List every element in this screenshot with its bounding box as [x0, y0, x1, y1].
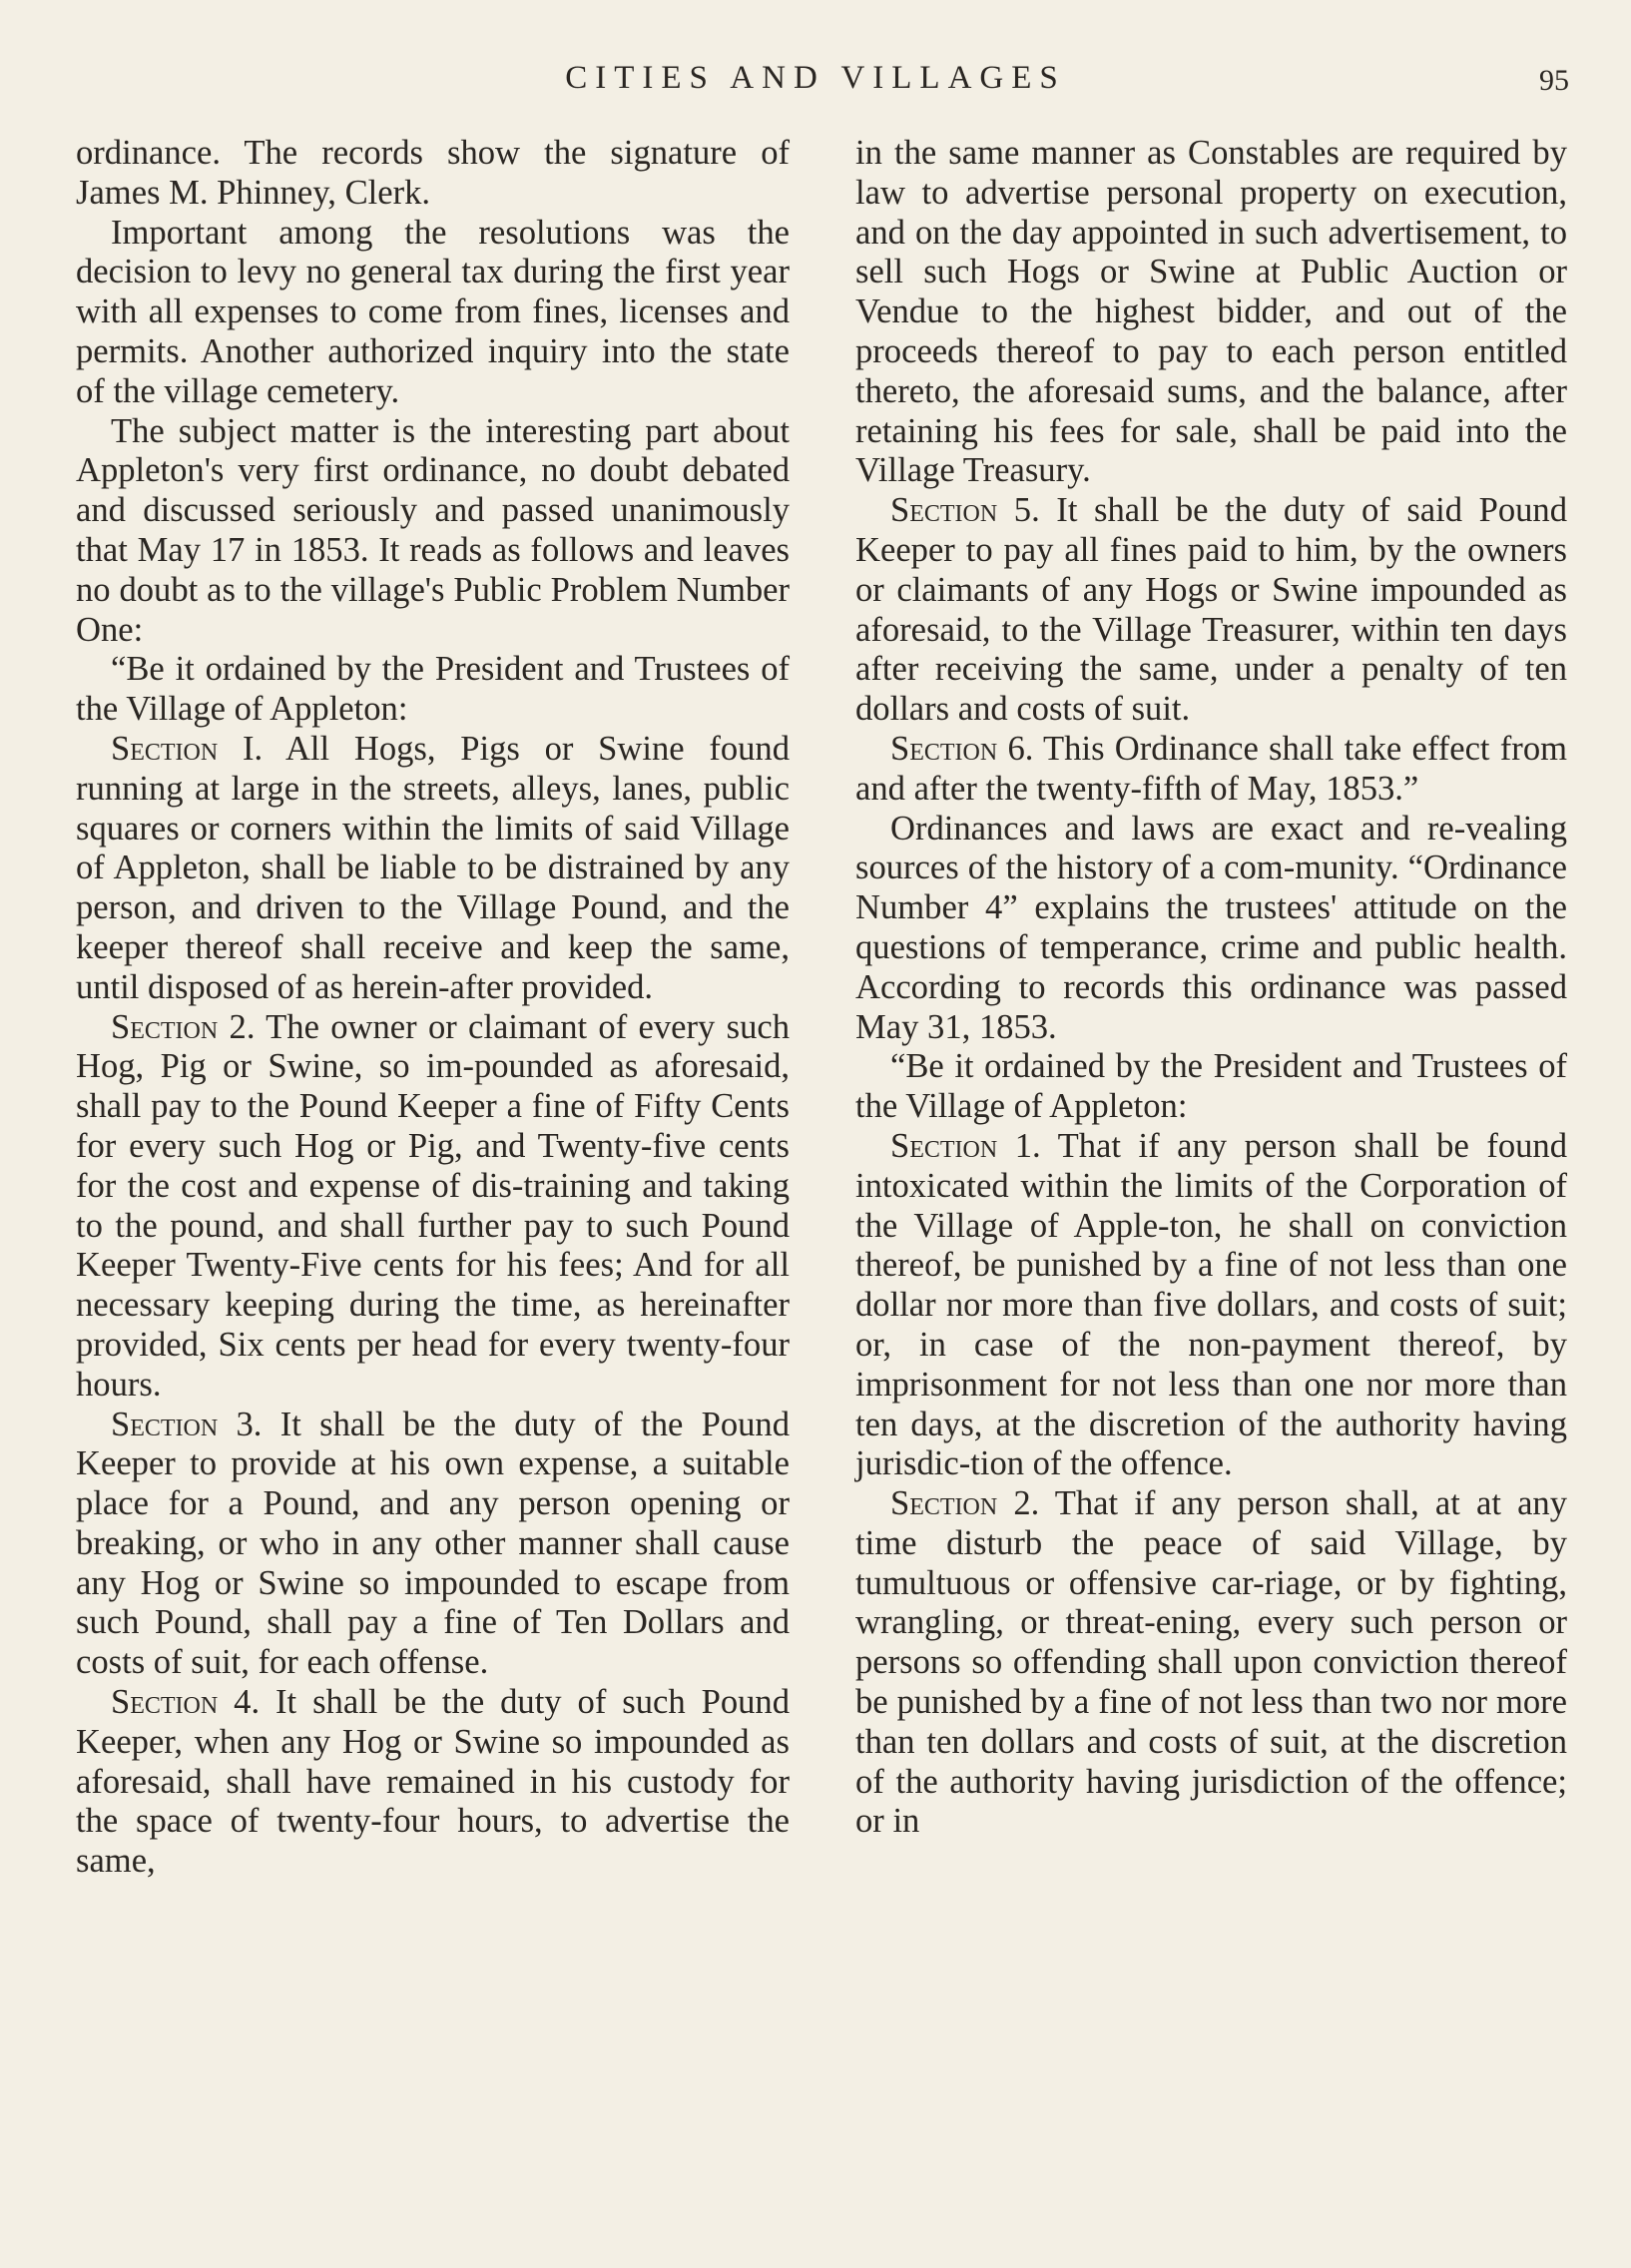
section-text: It shall be the duty of such Pound Keeper, when any Hog or Swine so impounded as aforesaid, shall have remained in his custody for the space of twenty-four hours, to advertise the same,	[76, 1683, 790, 1881]
section-label: Section 3.	[111, 1405, 263, 1443]
ordinance-section	[76, 730, 790, 1008]
ordinance-section	[855, 730, 1567, 810]
running-head: CITIES AND VILLAGES	[565, 60, 1066, 96]
ordinance-section	[76, 1683, 790, 1882]
ordinance-section	[76, 1008, 790, 1406]
section-label: Section 6.	[890, 729, 1034, 768]
section-text: This Ordinance shall take effect from and after the twenty-fifth of May, 1853.”	[855, 729, 1568, 808]
section-label: Section 2.	[890, 1484, 1040, 1523]
left-column	[76, 134, 790, 1882]
paragraph: in the same manner as Constables are required by law to advertise personal property on execution, and on the day appointed in such advertisement, to sell such Hogs or Swine at Public Auction or Vendue to the highest bidder, and out of the proceeds thereof to pay to each person entitled thereto, the aforesaid sums, and the balance, after retaining his fees for sale, shall be paid into the Village Treasury.	[855, 134, 1567, 490]
page-number: 95	[1539, 64, 1569, 97]
section-text: All Hogs, Pigs or Swine found running at large in the streets, alleys, lanes, public squares or corners within the limits of said Village of Appleton, shall be liable to be distrained by any person, and driven to the Village Pound, and the keeper thereof shall receive and keep the same, until disposed of as herein-after provided.	[76, 729, 790, 1006]
paragraph: The subject matter is the interesting part about Appleton's very first ordinance, no doubt debated and discussed seriously and passed unanimously that May 17 in 1853. It reads as follows and leaves no doubt as to the village's Public Problem Number One:	[76, 411, 790, 649]
paragraph: Ordinances and laws are exact and re-vealing sources of the history of a com-munity. “Ordinance Number 4” explains the trustees' attitude on the questions of temperance, crime and public health. According to records this ordinance was passed May 31, 1853.	[855, 809, 1567, 1046]
ordinance-section	[855, 491, 1567, 730]
section-text: It shall be the duty of the Pound Keeper to provide at his own expense, a suitable place for a Pound, and any person opening or breaking, or who in any other manner shall cause any Hog or Swine so impounded to escape from such Pound, shall pay a fine of Ten Dollars and costs of suit, for each offense.	[76, 1405, 791, 1682]
ordinance-preamble: “Be it ordained by the President and Trustees of the Village of Appleton:	[855, 1047, 1567, 1126]
paragraph: Important among the resolutions was the decision to levy no general tax during the first year with all expenses to come from fines, licenses and permits. Another authorized inquiry into the state of the village cemetery.	[76, 213, 790, 410]
ordinance-section	[855, 1127, 1567, 1484]
section-label: Section 1.	[890, 1126, 1041, 1165]
ordinance-preamble: “Be it ordained by the President and Trustees of the Village of Appleton:	[76, 650, 790, 729]
ordinance-section	[855, 1484, 1567, 1842]
section-label: Section 4.	[111, 1683, 261, 1722]
ordinance-section	[76, 1406, 790, 1684]
section-label: Section 5.	[890, 491, 1040, 530]
section-text: The owner or claimant of every such Hog, Pig or Swine, so im-pounded as aforesaid, shall pay to the Pound Keeper a fine of Fifty Cents for every such Hog or Pig, and Twenty-five cents for the cost and expense of dis-training and taking to the pound, and shall further pay to such Pound Keeper Twenty-Five cents for his fees; And for all necessary keeping during the time, as hereinafter provided, Six cents per head for every twenty-four hours.	[76, 1007, 790, 1404]
right-column	[855, 134, 1567, 1842]
section-text: That if any person shall, at at any time disturb the peace of said Village, by tumultuous or offensive car-riage, or by fighting, wrangling, or threat-ening, every such person or persons so offending shall upon conviction thereof be punished by a fine of not less than two nor more than ten dollars and costs of suit, at the discretion of the authority having jurisdiction of the offence; or in	[855, 1484, 1568, 1841]
section-text: That if any person shall be found intoxicated within the limits of the Corporation of the Village of Apple-ton, he shall on conviction thereof, be punished by a fine of not less than one dollar nor more than five dollars, and costs of suit; or, in case of the non-payment thereof, by imprisonment for not less than one nor more than ten days, at the discretion of the authority having jurisdic-tion of the offence.	[855, 1126, 1567, 1483]
section-label: Section I.	[111, 729, 264, 768]
section-text: It shall be the duty of said Pound Keeper to pay all fines paid to him, by the owners or claimants of any Hogs or Swine impounded as aforesaid, to the Village Treasurer, within ten days after receiving the same, under a penalty of ten dollars and costs of suit.	[855, 491, 1567, 729]
paragraph: ordinance. The records show the signature of James M. Phinney, Clerk.	[76, 134, 790, 212]
section-label: Section 2.	[111, 1007, 256, 1046]
